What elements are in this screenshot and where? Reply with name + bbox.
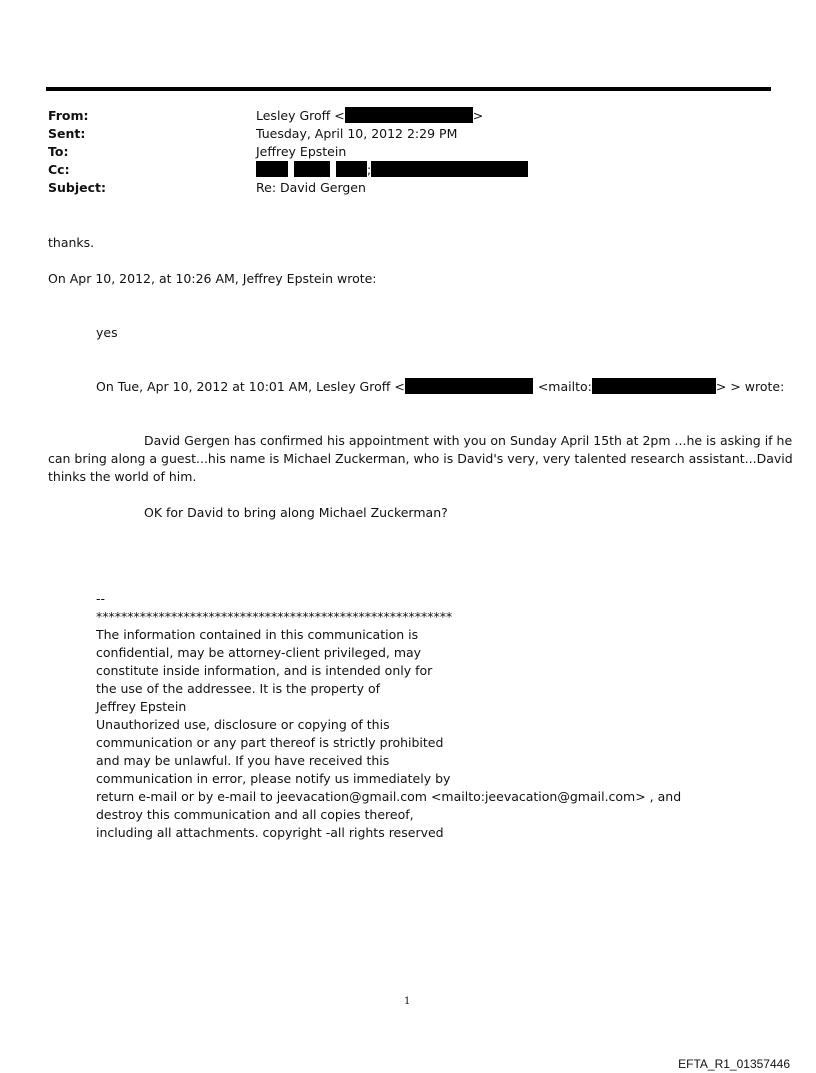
disclaimer-line: the use of the addressee. It is the property of [96, 681, 381, 696]
disclaimer-line: and may be unlawful. If you have received this [96, 753, 390, 768]
reply-text: thanks. [48, 235, 95, 250]
redaction-box [294, 161, 330, 177]
star-separator: ********************************************************* [96, 609, 453, 624]
from-close: > [472, 108, 484, 123]
cc-value [256, 161, 528, 179]
cc-separator: ; [366, 162, 372, 177]
sent-value: Tuesday, April 10, 2012 2:29 PM [256, 126, 458, 141]
bates-number: EFTA_R1_01357446 [678, 1057, 790, 1071]
inner-quote-intro [96, 378, 784, 396]
disclaimer-line: Unauthorized use, disclosure or copying of this [96, 717, 390, 732]
disclaimer-line: communication in error, please notify us immediately by [96, 771, 451, 786]
redaction-box [371, 161, 528, 177]
subject-label: Subject: [48, 180, 106, 195]
redaction-box [345, 107, 473, 123]
to-label: To: [48, 144, 69, 159]
redaction-box [405, 378, 533, 394]
from-value [256, 107, 483, 125]
subject-value: Re: David Gergen [256, 180, 366, 195]
redaction-box [592, 378, 716, 394]
disclaimer-line: The information contained in this communication is [96, 627, 419, 642]
disclaimer-line: Jeffrey Epstein [96, 699, 187, 714]
quote-intro: On Apr 10, 2012, at 10:26 AM, Jeffrey Epstein wrote: [48, 271, 377, 286]
inner-intro-start: On Tue, Apr 10, 2012 at 10:01 AM, Lesley Groff < [96, 379, 405, 394]
cc-label: Cc: [48, 162, 70, 177]
disclaimer-line: destroy this communication and all copies thereof, [96, 807, 414, 822]
confidentiality-disclaimer [96, 590, 681, 842]
from-label: From: [48, 108, 89, 123]
message-paragraph [48, 432, 793, 486]
page-number: 1 [404, 996, 411, 1007]
message-question: OK for David to bring along Michael Zuckerman? [144, 505, 448, 520]
sent-label: Sent: [48, 126, 86, 141]
quoted-reply: yes [96, 325, 118, 340]
from-name: Lesley Groff < [256, 108, 345, 123]
header-divider [46, 87, 771, 91]
para-line: can bring along a guest...his name is Michael Zuckerman, who is David's very, very talented research assistant...David [48, 451, 793, 466]
redaction-box [336, 161, 367, 177]
para-line: thinks the world of him. [48, 469, 197, 484]
disclaimer-line: return e-mail or by e-mail to jeevacation@gmail.com <mailto:jeevacation@gmail.com> , and [96, 789, 682, 804]
disclaimer-line: confidential, may be attorney-client privileged, may [96, 645, 422, 660]
disclaimer-line: communication or any part thereof is strictly prohibited [96, 735, 444, 750]
signature-dashes: -- [96, 591, 106, 606]
inner-intro-mailto: <mailto: [537, 379, 592, 394]
redaction-box [256, 161, 288, 177]
disclaimer-line: including all attachments. copyright -all rights reserved [96, 825, 444, 840]
disclaimer-line: constitute inside information, and is intended only for [96, 663, 433, 678]
to-value: Jeffrey Epstein [256, 144, 347, 159]
para-line: David Gergen has confirmed his appointment with you on Sunday April 15th at 2pm ...he is asking if he [144, 433, 793, 448]
inner-intro-end: > > wrote: [715, 379, 785, 394]
